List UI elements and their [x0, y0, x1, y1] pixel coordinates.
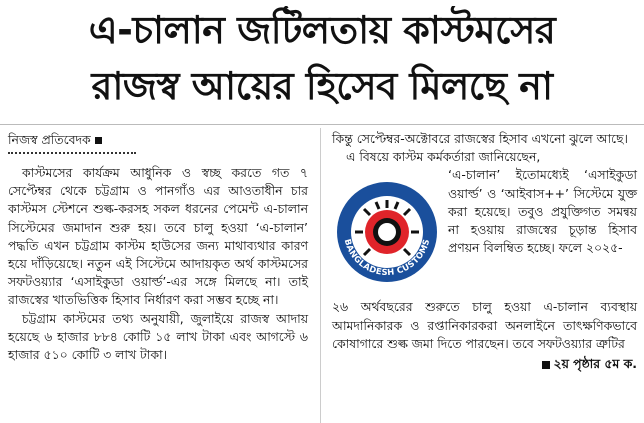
headline-rule	[0, 124, 644, 125]
logo-white-core	[378, 223, 396, 241]
column-divider	[320, 128, 321, 423]
left-paragraph-2: চট্টগ্রাম কাস্টমের তথ্য অনুযায়ী, জুলাইয়ে রাজস্ব আদায় হয়েছে ৬ হাজার ৮৮৪ কোটি ১৫ লাখ টাকা এবং আগস্টে ৬ হাজার ৫১০ কোটি ৩ লাখ টাকা।	[8, 310, 308, 363]
right-paragraph-top: কিন্তু সেপ্টেম্বর-অক্টোবরে রাজস্বের হিসাব এখনো ঝুলে আছে।	[332, 131, 628, 146]
right-column	[332, 130, 637, 373]
headline-line-2: রাজস্ব আয়ের হিসেব মিলছে না	[91, 64, 553, 108]
customs-emblem-icon	[332, 166, 442, 298]
continuation-note	[332, 355, 637, 373]
logo-float-row	[332, 166, 637, 298]
byline-text: নিজস্ব প্রতিবেদক	[8, 131, 91, 147]
byline-square-icon	[95, 137, 102, 144]
logo-arc-text: BANGLADESH CUSTOMS	[342, 238, 432, 278]
continue-square-icon	[542, 361, 550, 369]
left-column	[8, 130, 308, 364]
byline	[8, 130, 308, 150]
right-paragraph-bottom: ২৬ অর্থবছরের শুরুতে চালু হওয়া এ-চালান ব্যবস্থায় আমদানিকারক ও রপ্তানিকারকরা অনলাইনে তাৎক্ষণিকভাবে কোষাগারে শুল্ক জমা দিতে পারছেন। তবে সফটওয়্যার ত্রুটির	[332, 299, 637, 351]
right-float-text: ‘এ-চালান’ ইতোমধ্যেই ‘এসাইকুডা ওয়ার্ল্ড’ ও ‘আইবাস++’ সিস্টেমে যুক্ত করা হয়েছে। তবুও প্রযুক্তিগত সমন্বয় না হওয়ায় রাজস্বের চূড়ান্ত হিসাব প্রণয়ন বিলম্বিত হচ্ছে। ফলে ২০২৫-	[448, 167, 637, 256]
headline-line-1: এ-চালান জটিলতায় কাস্টমসের	[88, 8, 556, 52]
dotted-separator	[8, 152, 136, 158]
left-paragraph-1: কাস্টমসের কার্যক্রম আধুনিক ও স্বচ্ছ করতে গত ৭ সেপ্টেম্বর থেকে চট্টগ্রাম ও পানগাঁও এর আওতাধীন চার কাস্টমস স্টেশনে শুল্ক-করসহ সকল ধরনের পেমেন্ট এ-চালান সিস্টেমের জমাদান শুরু হয়। তবে চালু হওয়া ‘এ-চালান’ পদ্ধতি এখন চট্টগ্রাম কাস্টম হাউসের জন্য মাথাব্যথার কারণ হয়ে দাঁড়িয়েছে। নতুন এই সিস্টেমে আদায়কৃত অর্থ কাস্টমসের সফটওয়্যার ‘এসাইকুডা ওয়ার্ল্ড’-এর সঙ্গে মিলছে না। তাই রাজস্বের খাতভিত্তিক হিসাব নির্ধারণ করা সম্ভব হচ্ছে না।	[8, 165, 308, 308]
bangladesh-customs-logo	[332, 166, 442, 298]
continuation-text: ২য় পৃষ্ঠার ৫ম ক.	[553, 356, 637, 372]
right-paragraph-intro: এ বিষয়ে কাস্টম কর্মকর্তারা জানিয়েছেন,	[346, 149, 541, 165]
